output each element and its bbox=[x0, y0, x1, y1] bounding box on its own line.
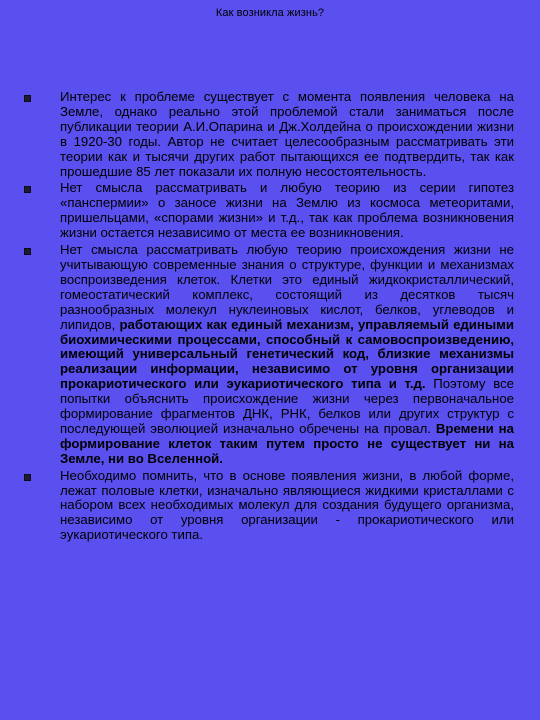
slide-title: Как возникла жизнь? bbox=[215, 7, 325, 19]
square-bullet-icon bbox=[24, 186, 31, 193]
bullet-text: Необходимо помнить, что в основе появления жизни, в любой форме, лежат половые клетки, изначально являющиеся жидкими кристаллами с набором всех необходимых молекул для создания будущего организма, независимо от уровня организации - прокариотического или эукариотического типа. bbox=[60, 467, 514, 543]
bullet-text: Нет смысла рассматривать и любую теорию из серии гипотез «панспермии» о заносе жизни на Землю из космоса метеоритами, пришельцами, «спорами жизни» и т.д., так как проблема возникновения жизни остается независимо от места ее возникновения. bbox=[60, 180, 514, 241]
bullet-item-1 bbox=[24, 90, 514, 179]
bullet-text: Поэтому все попытки объяснить происхождение жизни через первоначальное формирование фрагментов ДНК, РНК, белков или других структур с последующей эволюцией изначально обречены на провал. bbox=[60, 376, 514, 436]
bullet-item-4 bbox=[24, 469, 514, 544]
bullet-text-bold: работающих как единый механизм, управляемый едиными биохимическими процессами, способный к самовоспроизведению, имеющий универсальный генетический код, близкие механизмы реализации информации, независимо от уровня организации прокариотического или эукариотического типа и т.д. bbox=[60, 316, 514, 392]
bullet-text: Интерес к проблеме существует с момента появления человека на Земле, однако реально этой проблемой стали заниматься после публикации теории А.И.Опарина и Дж.Холдейна о происхождении жизни в 1920-30 годы. Автор не считает целесообразным рассматривать эти теории как и тысячи других работ пытающихся ее подтвердить, так как прошедшие 85 лет показали их полную несостоятельность. bbox=[60, 89, 514, 179]
bullet-text: Нет смысла рассматривать любую теорию происхождения жизни не учитывающую современные знания о структуре, функции и механизмах воспроизведения клеток. Клетки это единый жидкокристаллический, гомеостатический комплекс, состоящий из десятков тысяч разнообразных молекул нуклеиновых кислот, белков, углеводов и липидов, bbox=[60, 242, 514, 332]
bullet-list bbox=[24, 90, 514, 545]
square-bullet-icon bbox=[24, 474, 31, 481]
bullet-text-bold: Времени на формирование клеток таким путем просто не существует ни на Земле, ни во Вселенной. bbox=[60, 420, 514, 466]
square-bullet-icon bbox=[24, 248, 31, 255]
square-bullet-icon bbox=[24, 95, 31, 102]
bullet-item-2 bbox=[24, 181, 514, 241]
bullet-item-3 bbox=[24, 243, 514, 467]
